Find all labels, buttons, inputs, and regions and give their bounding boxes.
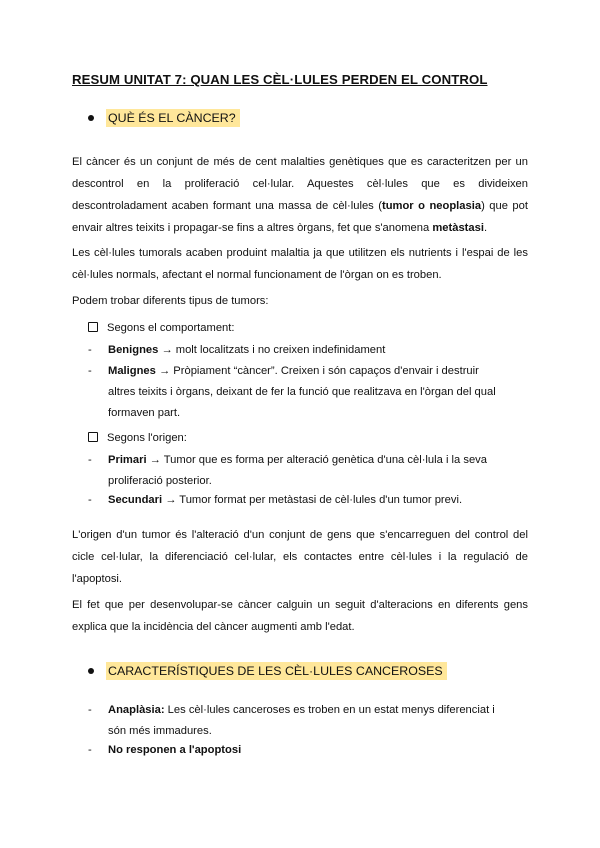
paragraph-line [72,195,528,217]
bold-term-metastasi: metàstasi [432,222,484,234]
paragraph-tumor-types-intro [72,290,528,312]
list-item-text: → molt localitzats i no creixen indefinidament [158,344,386,356]
list-item-secundari [88,490,508,511]
section-heading-characteristics [88,664,447,678]
document-title: RESUM UNITAT 7: QUAN LES CÈL·LULES PERDEN EL CONTROL [72,72,488,87]
list-item-text: → Pròpiament “càncer”. Creixen i són capaços d'envair i destruir altres teixits i òrgans, deixant de fer la funció que realitzava en l'òrgan del qual formaven part. [108,365,496,419]
list-item-text: → Tumor format per metàstasi de cèl·lules d'un tumor previ. [162,494,463,506]
section-heading-text: CARACTERÍSTIQUES DE LES CÈL·LULES CANCEROSES [106,662,447,680]
paragraph-line: cicle cel·lular, la diferenciació cel·lular, els contactes entre cèl·lules i la regulació de [72,551,528,563]
list-item-body [108,490,508,511]
section-heading-text: QUÈ ÉS EL CÀNCER? [106,109,240,127]
dash-bullet: - [88,365,92,377]
group-head-origin [88,432,187,444]
dash-bullet: - [88,744,92,756]
checkbox-bullet-icon [88,322,98,332]
text-run: descontroladament acaben formant una massa de cèl·lules ( [72,200,382,212]
list-item-text: → Tumor que es forma per alteració genètica d'una cèl·lula i la seva proliferació posterior. [108,454,487,487]
list-item-term: Benignes [108,344,159,356]
text-run: . [483,222,488,234]
checkbox-bullet-icon [88,432,98,442]
list-item-term: No responen a l'apoptosi [108,744,242,756]
paragraph-tumor-cells [72,242,528,286]
list-item-text: Les cèl·lules canceroses es troben en un estat menys diferenciat i són més immadures. [108,704,495,737]
list-item-body [108,361,508,424]
list-item-term: Anaplàsia: [108,704,165,716]
list-item-body [108,340,508,361]
bullet-icon [88,115,94,121]
list-item-primari [88,450,508,492]
list-item-term: Malignes [108,365,156,377]
dash-bullet: - [88,704,92,716]
paragraph-line [72,217,528,239]
paragraph-line: Les cèl·lules tumorals acaben produint malaltia ja que utilitzen els nutrients i l'espai de les [72,247,528,259]
list-item-benignes [88,340,508,361]
text-run: ) que pot [481,200,528,212]
dash-bullet: - [88,494,92,506]
paragraph-cancer-definition [72,151,528,239]
group-head-text: Segons l'origen: [107,432,187,444]
bullet-icon [88,668,94,674]
list-item-malignes [88,361,508,424]
paragraph-line: descontrol en la proliferació cel·lular. Aquestes cèl·lules que es divideixen [72,178,528,190]
paragraph-age-incidence [72,594,528,638]
text-run: envair altres teixits i propagar-se fins a altres òrgans, fet que s'anomena [72,222,433,234]
group-head-text: Segons el comportament: [107,322,235,334]
paragraph-line: explica que la incidència del càncer augmenti amb l'edat. [72,621,355,633]
group-head-behaviour [88,322,234,334]
paragraph-line: l'apoptosi. [72,573,123,585]
paragraph-line: L'origen d'un tumor és l'alteració d'un conjunt de gens que s'encarreguen del control del [72,529,528,541]
paragraph-tumor-origin [72,524,528,590]
dash-bullet: - [88,344,92,356]
list-item-no-apoptosi [88,740,508,761]
list-item-anaplasia [88,700,508,742]
dash-bullet: - [88,454,92,466]
paragraph-line: El fet que per desenvolupar-se càncer calguin un seguit d'alteracions en diferents gens [72,599,528,611]
list-item-term: Secundari [108,494,163,506]
paragraph-line: El càncer és un conjunt de més de cent malalties genètiques que es caracteritzen per un [72,156,528,168]
paragraph-line: cèl·lules normals, afectant el normal funcionament de l'òrgan on es troben. [72,269,442,281]
list-item-body [108,700,508,742]
paragraph-line: Podem trobar diferents tipus de tumors: [72,295,269,307]
list-item-body [108,450,508,492]
list-item-term: Primari [108,454,147,466]
list-item-body [108,740,508,761]
section-heading-what-is-cancer [88,111,240,125]
bold-term-tumor: tumor o neoplasia [381,200,482,212]
